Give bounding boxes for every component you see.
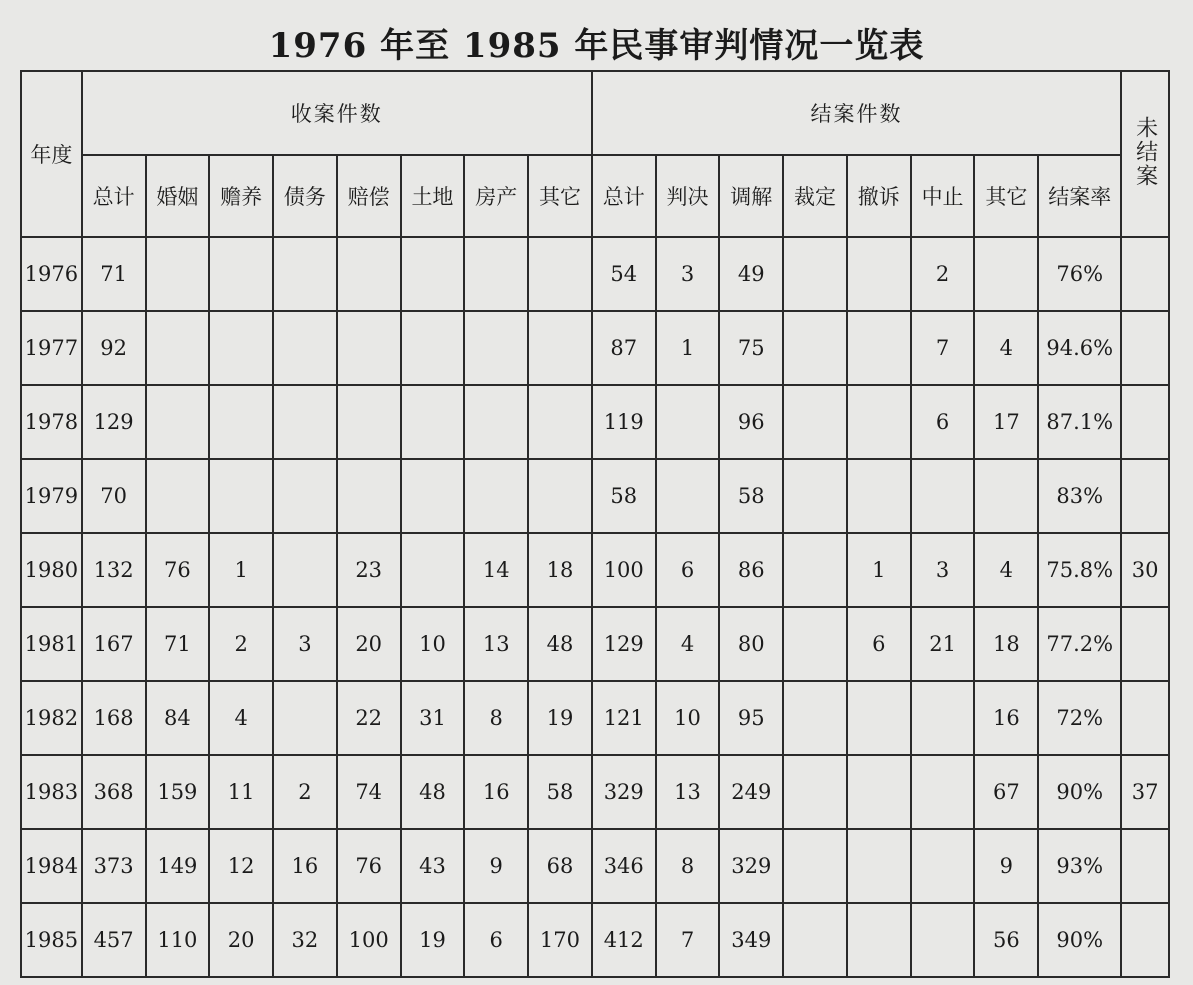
data-cell-c-suspend: 6	[911, 385, 975, 459]
received-col-header: 婚姻	[146, 155, 210, 237]
data-cell-c-suspend: 2	[911, 237, 975, 311]
data-cell-r-house	[464, 385, 528, 459]
received-col-header: 总计	[82, 155, 146, 237]
data-cell-r-other: 58	[528, 755, 592, 829]
data-cell-r-land: 19	[401, 903, 465, 977]
data-cell-pending	[1121, 311, 1169, 385]
data-cell-pending	[1121, 385, 1169, 459]
table-row	[21, 533, 1169, 607]
data-cell-c-ruling	[783, 459, 847, 533]
data-cell-r-land: 43	[401, 829, 465, 903]
data-cell-c-other: 16	[974, 681, 1038, 755]
data-cell-c-other: 4	[974, 311, 1038, 385]
data-cell-r-support	[209, 459, 273, 533]
data-cell-c-judge	[656, 385, 720, 459]
year-header: 年度	[21, 71, 82, 237]
table-body	[21, 237, 1169, 977]
data-cell-c-rate: 83%	[1038, 459, 1121, 533]
data-cell-r-debt: 3	[273, 607, 337, 681]
closed-col-header: 撤诉	[847, 155, 911, 237]
data-cell-r-comp: 74	[337, 755, 401, 829]
data-cell-c-total: 119	[592, 385, 656, 459]
data-cell-c-mediate: 95	[719, 681, 783, 755]
data-cell-r-debt: 16	[273, 829, 337, 903]
data-cell-r-support: 1	[209, 533, 273, 607]
received-col-header: 房产	[464, 155, 528, 237]
data-cell-pending	[1121, 237, 1169, 311]
data-cell-r-house: 8	[464, 681, 528, 755]
data-cell-c-other: 67	[974, 755, 1038, 829]
data-cell-c-ruling	[783, 607, 847, 681]
received-col-header: 债务	[273, 155, 337, 237]
data-cell-c-rate: 77.2%	[1038, 607, 1121, 681]
data-cell-r-other: 68	[528, 829, 592, 903]
table-row	[21, 607, 1169, 681]
data-cell-r-comp	[337, 459, 401, 533]
data-cell-r-total: 368	[82, 755, 146, 829]
data-cell-r-land	[401, 533, 465, 607]
data-cell-r-total: 92	[82, 311, 146, 385]
data-cell-r-debt	[273, 681, 337, 755]
data-cell-r-debt	[273, 237, 337, 311]
closed-col-header: 总计	[592, 155, 656, 237]
civil-trial-table	[20, 70, 1170, 978]
data-cell-c-mediate: 249	[719, 755, 783, 829]
data-cell-r-support	[209, 237, 273, 311]
data-cell-r-other	[528, 311, 592, 385]
data-cell-c-total: 412	[592, 903, 656, 977]
data-cell-c-withdraw: 1	[847, 533, 911, 607]
data-cell-r-land	[401, 311, 465, 385]
closed-col-header: 调解	[719, 155, 783, 237]
data-cell-c-ruling	[783, 311, 847, 385]
data-cell-r-comp: 100	[337, 903, 401, 977]
data-cell-r-support: 12	[209, 829, 273, 903]
data-cell-c-rate: 76%	[1038, 237, 1121, 311]
data-cell-c-judge: 3	[656, 237, 720, 311]
data-cell-c-suspend	[911, 755, 975, 829]
data-cell-r-marriage: 76	[146, 533, 210, 607]
data-cell-r-debt	[273, 385, 337, 459]
data-cell-r-support: 2	[209, 607, 273, 681]
data-cell-r-marriage: 71	[146, 607, 210, 681]
table-row	[21, 311, 1169, 385]
data-cell-c-other: 17	[974, 385, 1038, 459]
data-cell-c-total: 54	[592, 237, 656, 311]
data-cell-r-support	[209, 311, 273, 385]
data-cell-c-withdraw	[847, 755, 911, 829]
data-cell-r-land	[401, 459, 465, 533]
data-cell-c-other: 9	[974, 829, 1038, 903]
data-cell-pending	[1121, 681, 1169, 755]
data-cell-c-mediate: 49	[719, 237, 783, 311]
data-cell-r-total: 71	[82, 237, 146, 311]
data-cell-c-judge: 13	[656, 755, 720, 829]
year-cell: 1979	[21, 459, 82, 533]
data-cell-r-other: 18	[528, 533, 592, 607]
data-cell-c-judge: 1	[656, 311, 720, 385]
data-cell-c-other: 18	[974, 607, 1038, 681]
data-cell-c-other	[974, 459, 1038, 533]
data-cell-c-other: 4	[974, 533, 1038, 607]
data-cell-c-rate: 93%	[1038, 829, 1121, 903]
received-col-header: 赡养	[209, 155, 273, 237]
data-cell-r-total: 457	[82, 903, 146, 977]
data-cell-c-mediate: 329	[719, 829, 783, 903]
data-cell-c-total: 100	[592, 533, 656, 607]
data-cell-r-marriage	[146, 311, 210, 385]
subheader-row	[21, 155, 1169, 237]
data-cell-r-house: 6	[464, 903, 528, 977]
data-cell-r-land	[401, 237, 465, 311]
data-cell-pending	[1121, 903, 1169, 977]
year-cell: 1982	[21, 681, 82, 755]
data-cell-r-total: 167	[82, 607, 146, 681]
data-cell-c-withdraw	[847, 237, 911, 311]
closed-col-header: 结案率	[1038, 155, 1121, 237]
table-row	[21, 385, 1169, 459]
data-cell-r-comp: 76	[337, 829, 401, 903]
table-row	[21, 681, 1169, 755]
data-cell-r-marriage	[146, 459, 210, 533]
table-row	[21, 459, 1169, 533]
pending-header: 未结案	[1121, 71, 1169, 237]
data-cell-r-marriage: 149	[146, 829, 210, 903]
data-cell-r-house	[464, 459, 528, 533]
data-cell-c-rate: 87.1%	[1038, 385, 1121, 459]
data-cell-r-debt: 2	[273, 755, 337, 829]
data-cell-r-land	[401, 385, 465, 459]
table-row	[21, 755, 1169, 829]
data-cell-r-support: 20	[209, 903, 273, 977]
data-cell-c-judge: 6	[656, 533, 720, 607]
closed-col-header: 判决	[656, 155, 720, 237]
year-cell: 1980	[21, 533, 82, 607]
year-cell: 1981	[21, 607, 82, 681]
received-group-header: 收案件数	[82, 71, 592, 155]
data-cell-r-support: 4	[209, 681, 273, 755]
data-cell-r-marriage: 110	[146, 903, 210, 977]
data-cell-r-marriage: 84	[146, 681, 210, 755]
data-cell-r-debt	[273, 533, 337, 607]
data-cell-c-total: 87	[592, 311, 656, 385]
data-cell-r-total: 129	[82, 385, 146, 459]
data-cell-c-withdraw	[847, 681, 911, 755]
table-row	[21, 829, 1169, 903]
data-cell-r-other	[528, 459, 592, 533]
closed-group-header: 结案件数	[592, 71, 1121, 155]
received-col-header: 赔偿	[337, 155, 401, 237]
data-cell-r-comp: 23	[337, 533, 401, 607]
data-cell-c-withdraw	[847, 459, 911, 533]
data-cell-c-ruling	[783, 385, 847, 459]
data-cell-c-ruling	[783, 903, 847, 977]
closed-col-header: 裁定	[783, 155, 847, 237]
data-cell-pending: 37	[1121, 755, 1169, 829]
data-cell-r-other	[528, 237, 592, 311]
data-cell-c-mediate: 86	[719, 533, 783, 607]
data-cell-c-judge: 4	[656, 607, 720, 681]
data-cell-r-house	[464, 311, 528, 385]
data-cell-pending: 30	[1121, 533, 1169, 607]
data-cell-c-suspend	[911, 681, 975, 755]
received-col-header: 其它	[528, 155, 592, 237]
data-cell-c-withdraw	[847, 903, 911, 977]
data-cell-c-suspend	[911, 459, 975, 533]
data-cell-c-rate: 75.8%	[1038, 533, 1121, 607]
year-cell: 1984	[21, 829, 82, 903]
data-cell-c-judge	[656, 459, 720, 533]
data-cell-r-other: 19	[528, 681, 592, 755]
data-cell-r-house: 16	[464, 755, 528, 829]
data-cell-r-land: 10	[401, 607, 465, 681]
data-cell-c-rate: 90%	[1038, 755, 1121, 829]
data-cell-c-judge: 10	[656, 681, 720, 755]
data-cell-r-debt	[273, 459, 337, 533]
data-cell-c-ruling	[783, 755, 847, 829]
data-cell-c-suspend	[911, 903, 975, 977]
closed-col-header: 其它	[974, 155, 1038, 237]
data-cell-c-withdraw	[847, 829, 911, 903]
data-cell-r-total: 132	[82, 533, 146, 607]
data-cell-c-rate: 94.6%	[1038, 311, 1121, 385]
data-cell-r-comp	[337, 385, 401, 459]
year-cell: 1985	[21, 903, 82, 977]
table-row	[21, 903, 1169, 977]
data-cell-c-total: 129	[592, 607, 656, 681]
data-cell-c-mediate: 80	[719, 607, 783, 681]
year-cell: 1983	[21, 755, 82, 829]
data-cell-c-ruling	[783, 533, 847, 607]
data-cell-c-mediate: 75	[719, 311, 783, 385]
data-cell-r-comp: 22	[337, 681, 401, 755]
data-cell-c-mediate: 96	[719, 385, 783, 459]
data-cell-c-judge: 8	[656, 829, 720, 903]
data-cell-c-suspend	[911, 829, 975, 903]
data-cell-c-ruling	[783, 681, 847, 755]
data-cell-c-suspend: 3	[911, 533, 975, 607]
data-cell-r-house: 14	[464, 533, 528, 607]
data-cell-r-marriage	[146, 385, 210, 459]
data-cell-r-comp: 20	[337, 607, 401, 681]
data-cell-r-other	[528, 385, 592, 459]
data-cell-r-other: 170	[528, 903, 592, 977]
data-cell-c-total: 329	[592, 755, 656, 829]
data-cell-c-total: 346	[592, 829, 656, 903]
data-cell-c-ruling	[783, 829, 847, 903]
data-cell-pending	[1121, 607, 1169, 681]
data-cell-c-other	[974, 237, 1038, 311]
data-cell-pending	[1121, 459, 1169, 533]
data-cell-r-comp	[337, 311, 401, 385]
data-cell-c-mediate: 58	[719, 459, 783, 533]
table-row	[21, 237, 1169, 311]
data-cell-pending	[1121, 829, 1169, 903]
data-cell-c-withdraw: 6	[847, 607, 911, 681]
year-cell: 1977	[21, 311, 82, 385]
data-cell-c-withdraw	[847, 385, 911, 459]
data-cell-r-debt	[273, 311, 337, 385]
data-cell-r-debt: 32	[273, 903, 337, 977]
data-cell-c-total: 58	[592, 459, 656, 533]
data-cell-r-marriage	[146, 237, 210, 311]
data-cell-r-support	[209, 385, 273, 459]
data-cell-r-total: 373	[82, 829, 146, 903]
data-cell-r-total: 168	[82, 681, 146, 755]
data-cell-r-comp	[337, 237, 401, 311]
data-cell-c-suspend: 7	[911, 311, 975, 385]
year-cell: 1978	[21, 385, 82, 459]
received-col-header: 土地	[401, 155, 465, 237]
data-cell-r-house: 13	[464, 607, 528, 681]
data-cell-c-ruling	[783, 237, 847, 311]
data-cell-c-other: 56	[974, 903, 1038, 977]
data-cell-c-mediate: 349	[719, 903, 783, 977]
data-cell-r-house	[464, 237, 528, 311]
page-title: 1976 年至 1985 年民事审判情况一览表	[268, 26, 925, 66]
data-cell-r-support: 11	[209, 755, 273, 829]
data-cell-c-rate: 72%	[1038, 681, 1121, 755]
data-cell-r-marriage: 159	[146, 755, 210, 829]
data-cell-c-judge: 7	[656, 903, 720, 977]
data-cell-c-total: 121	[592, 681, 656, 755]
data-cell-r-total: 70	[82, 459, 146, 533]
data-cell-r-other: 48	[528, 607, 592, 681]
closed-col-header: 中止	[911, 155, 975, 237]
data-cell-r-land: 31	[401, 681, 465, 755]
data-cell-r-house: 9	[464, 829, 528, 903]
data-cell-c-suspend: 21	[911, 607, 975, 681]
year-cell: 1976	[21, 237, 82, 311]
data-cell-r-land: 48	[401, 755, 465, 829]
data-cell-c-rate: 90%	[1038, 903, 1121, 977]
data-cell-c-withdraw	[847, 311, 911, 385]
